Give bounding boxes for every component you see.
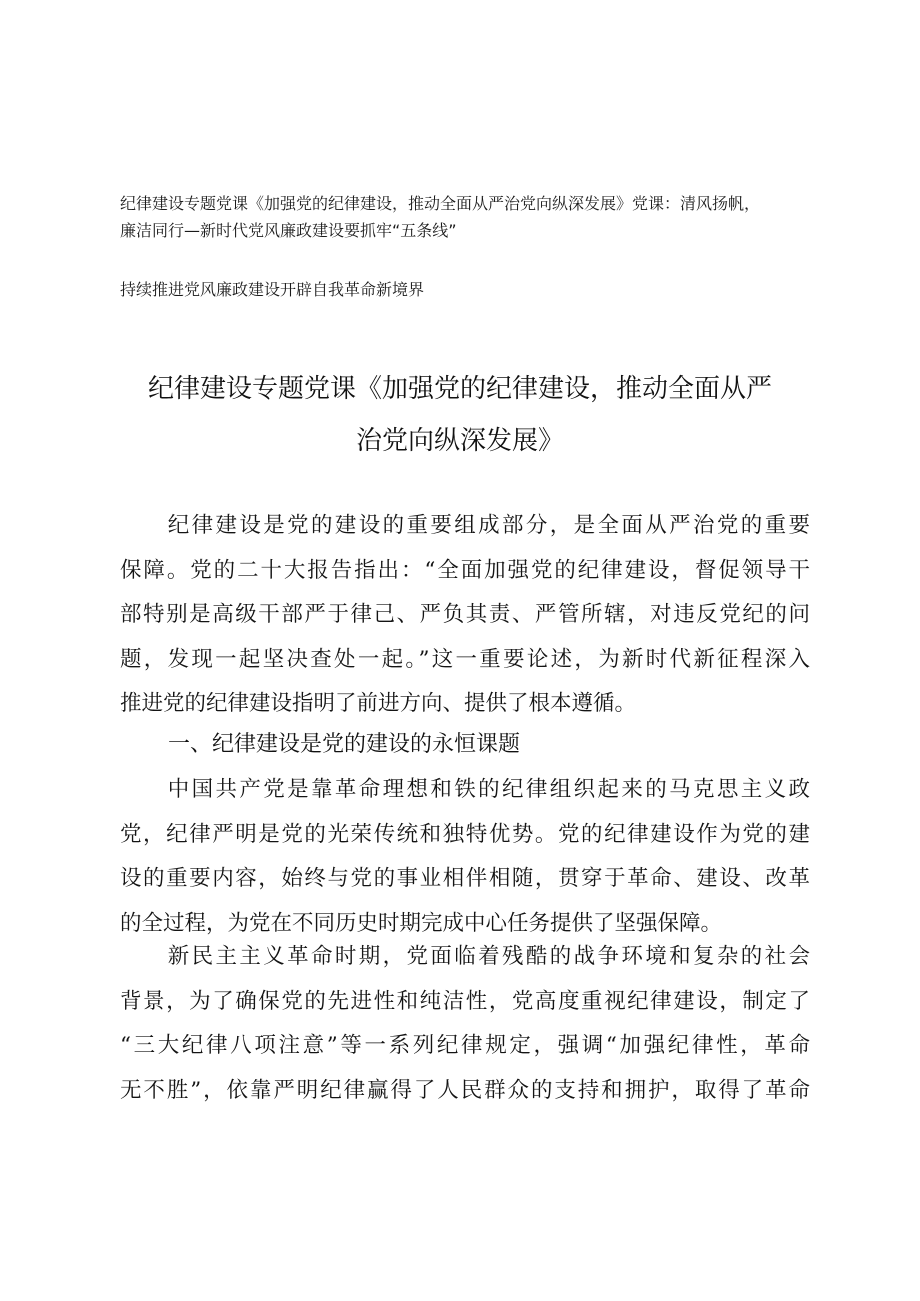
paragraph-line: “三大纪律八项注意”等一系列纪律规定，强调“加强纪律性，革命	[120, 1033, 810, 1058]
title-line-2: 治党向纵深发展》	[355, 426, 564, 456]
paragraph-line: 设的重要内容，始终与党的事业相伴相随，贯穿于革命、建设、改革	[120, 866, 810, 891]
paragraph-line: 无不胜”，依靠严明纪律赢得了人民群众的支持和拥护，取得了革命	[120, 1077, 810, 1103]
paragraph-3	[120, 935, 810, 1113]
paragraph-line: 的全过程，为党在不同历史时期完成中心任务提供了坚强保障。	[120, 910, 723, 936]
document-header	[120, 190, 820, 244]
paragraph-line: 党，纪律严明是党的光荣传统和独特优势。党的纪律建设作为党的建	[120, 821, 810, 847]
paragraph-line: 背景，为了确保党的先进性和纯洁性，党高度重视纪律建设，制定了	[120, 988, 810, 1014]
title-line-1: 纪律建设专题党课《加强党的纪律建设，推动全面从严	[147, 374, 772, 404]
paragraph-line: 新民主主义革命时期，党面临着残酷的战争环境和复杂的社会	[120, 944, 810, 969]
paragraph-line: 保障。党的二十大报告指出：“全面加强党的纪律建设，督促领导干	[120, 557, 810, 583]
document-title	[118, 363, 802, 467]
paragraph-2	[120, 768, 810, 946]
paragraph-line: 题，发现一起坚决查处一起。”这一重要论述，为新时代新征程深入	[120, 646, 810, 672]
header-subtitle: 持续推进党风廉政建设开辟自我革命新境界	[120, 280, 425, 299]
paragraph-1	[120, 504, 810, 727]
section-heading-1: 一、纪律建设是党的建设的永恒课题	[168, 732, 521, 757]
paragraph-line: 推进党的纪律建设指明了前进方向、提供了根本遵循。	[120, 691, 637, 716]
header-line-2: 廉洁同行—新时代党风廉政建设要抓牢“五条线”	[120, 221, 457, 240]
header-line-1: 纪律建设专题党课《加强党的纪律建设，推动全面从严治党向纵深发展》党课：清风扬帆，	[120, 194, 761, 213]
paragraph-line: 部特别是高级干部严于律己、严负其责、严管所辖，对违反党纪的问	[120, 602, 810, 627]
paragraph-line: 中国共产党是靠革命理想和铁的纪律组织起来的马克思主义政	[120, 777, 810, 802]
paragraph-line: 纪律建设是党的建设的重要组成部分，是全面从严治党的重要	[120, 513, 810, 538]
